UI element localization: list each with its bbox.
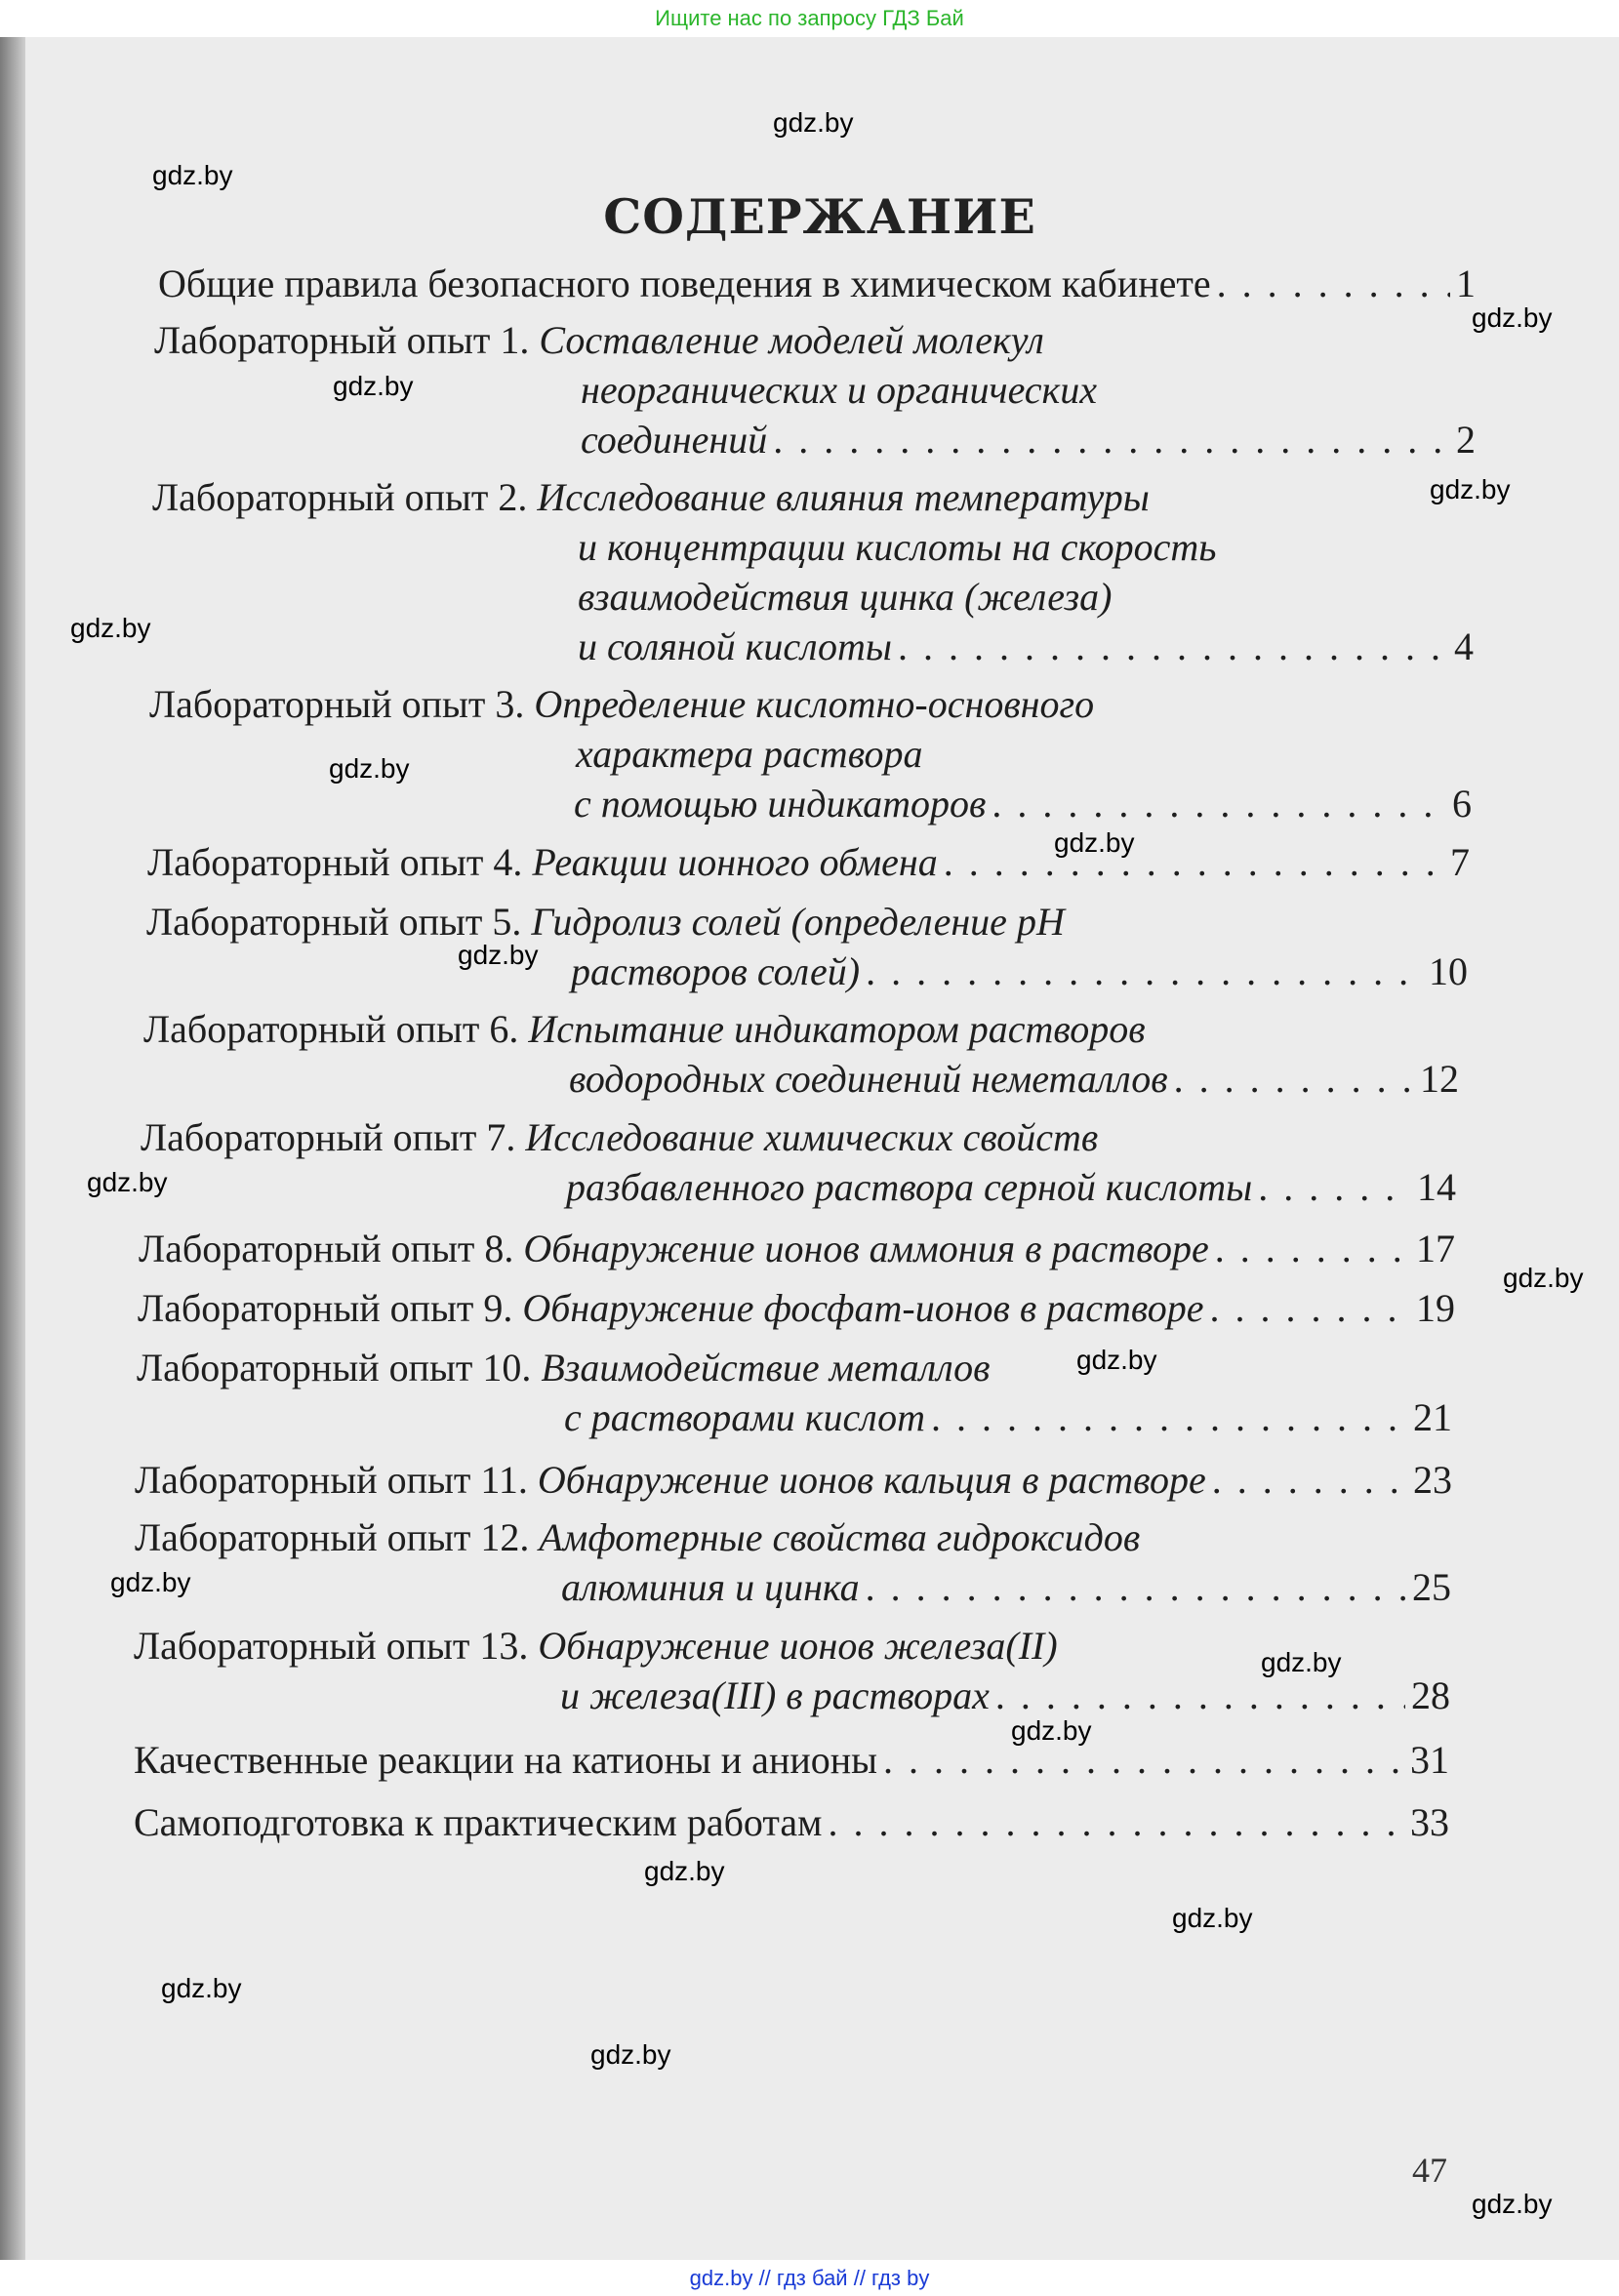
toc-entry-label: Лабораторный опыт 2. bbox=[152, 475, 528, 519]
toc-entry-last-line bbox=[561, 1564, 1451, 1610]
toc-entry-title-line: Взаимодействие металлов bbox=[541, 1346, 991, 1390]
dot-leader bbox=[883, 1737, 1404, 1783]
toc-entry-title-line: Обнаружение ионов аммония в растворе bbox=[523, 1227, 1209, 1270]
toc-entry-last-line bbox=[581, 417, 1476, 463]
toc-entry-safety-rules bbox=[158, 261, 1476, 306]
toc-entry-qualitative-reactions bbox=[134, 1737, 1449, 1783]
toc-entry-lab-4 bbox=[147, 839, 1470, 885]
watermark-text: gdz.by bbox=[1430, 474, 1511, 504]
toc-entry-title-line: с растворами кислот bbox=[564, 1395, 926, 1439]
toc-entry-title: Самоподготовка к практическим работам bbox=[134, 1800, 823, 1844]
dot-leader bbox=[944, 839, 1444, 885]
toc-entry-last-line bbox=[571, 948, 1468, 994]
watermark-text: gdz.by bbox=[1261, 1647, 1342, 1677]
toc-entry-title-line: взаимодействия цинка (железа) bbox=[578, 575, 1113, 619]
toc-entry-title-line: с помощью индикаторов bbox=[574, 782, 987, 826]
toc-entry-page: 10 bbox=[1429, 949, 1468, 993]
toc-entry-lab-1 bbox=[154, 317, 1044, 363]
watermark-text: gdz.by bbox=[1172, 1903, 1253, 1933]
page-number: 47 bbox=[1412, 2151, 1447, 2190]
watermark-text: gdz.by bbox=[87, 1167, 168, 1197]
toc-entry-page: 7 bbox=[1450, 840, 1470, 884]
watermark-text: gdz.by bbox=[1503, 1263, 1584, 1293]
toc-entry-label: Лабораторный опыт 6. bbox=[143, 1007, 519, 1051]
toc-entry-page: 14 bbox=[1417, 1165, 1456, 1209]
toc-entry-title-line: Составление моделей молекул bbox=[539, 318, 1044, 362]
toc-entry-title-line: Амфотерные свойства гидроксидов bbox=[539, 1515, 1141, 1559]
toc-entry-page: 17 bbox=[1416, 1227, 1455, 1270]
toc-entry-last-line bbox=[578, 624, 1474, 669]
toc-entry-page: 28 bbox=[1411, 1673, 1450, 1717]
watermark-text: gdz.by bbox=[70, 613, 151, 643]
watermark-text: gdz.by bbox=[644, 1856, 725, 1886]
toc-entry-title-line: алюминия и цинка bbox=[561, 1565, 860, 1609]
toc-entry-label: Лабораторный опыт 8. bbox=[139, 1227, 514, 1270]
toc-entry-title-line: Исследование влияния температуры bbox=[537, 475, 1150, 519]
toc-entry-title-line: разбавленного раствора серной кислоты bbox=[566, 1165, 1253, 1209]
watermark-text: gdz.by bbox=[1054, 827, 1135, 858]
toc-entry-title-line: Обнаружение ионов железа(II) bbox=[538, 1624, 1058, 1668]
toc-entry-label: Лабораторный опыт 12. bbox=[135, 1515, 530, 1559]
page-title: СОДЕРЖАНИЕ bbox=[603, 188, 1036, 245]
toc-entry-lab-11 bbox=[135, 1457, 1452, 1503]
toc-entry-title-line: растворов солей) bbox=[571, 949, 861, 993]
toc-entry-last-line bbox=[569, 1056, 1459, 1102]
toc-entry-title-line: и соляной кислоты bbox=[578, 624, 893, 668]
toc-entry-title: Общие правила безопасного поведения в химическом кабинете bbox=[158, 262, 1211, 305]
toc-entry-page: 1 bbox=[1456, 262, 1476, 305]
dot-leader bbox=[773, 417, 1450, 463]
toc-entry-self-preparation bbox=[134, 1799, 1449, 1845]
toc-entry-label: Лабораторный опыт 13. bbox=[134, 1624, 529, 1668]
dot-leader bbox=[866, 948, 1423, 994]
watermark-text: gdz.by bbox=[458, 940, 539, 970]
dot-leader bbox=[1258, 1164, 1411, 1210]
toc-entry-last-line bbox=[574, 781, 1472, 826]
toc-entry-label: Лабораторный опыт 5. bbox=[146, 900, 522, 944]
toc-entry-title-line: Гидролиз солей (определение pH bbox=[531, 900, 1065, 944]
toc-entry-page: 12 bbox=[1420, 1057, 1459, 1101]
toc-entry-last-line bbox=[560, 1672, 1450, 1718]
toc-entry-title-line: Исследование химических свойств bbox=[525, 1115, 1099, 1159]
toc-entry-page: 4 bbox=[1454, 624, 1474, 668]
watermark-text: gdz.by bbox=[1472, 2189, 1553, 2219]
dot-leader bbox=[1217, 261, 1450, 306]
toc-entry-label: Лабораторный опыт 1. bbox=[154, 318, 530, 362]
dot-leader bbox=[1212, 1457, 1407, 1503]
toc-entry-title-line: неорганических и органических bbox=[581, 368, 1098, 412]
dot-leader bbox=[866, 1564, 1406, 1610]
toc-entry-lab-12 bbox=[135, 1514, 1140, 1560]
watermark-text: gdz.by bbox=[773, 107, 854, 138]
dot-leader bbox=[995, 1672, 1405, 1718]
dot-leader bbox=[828, 1799, 1404, 1845]
toc-entry-page: 31 bbox=[1410, 1738, 1449, 1782]
toc-entry-last-line bbox=[564, 1394, 1452, 1440]
toc-entry-title-line: характера раствора bbox=[576, 732, 923, 776]
toc-entry-label: Лабораторный опыт 4. bbox=[147, 840, 523, 884]
watermark-text: gdz.by bbox=[1076, 1345, 1157, 1375]
dot-leader bbox=[1210, 1285, 1410, 1331]
toc-entry-title-line: водородных соединений неметаллов bbox=[569, 1057, 1168, 1101]
toc-entry-title: Качественные реакции на катионы и анионы bbox=[134, 1738, 878, 1782]
watermark-text: gdz.by bbox=[110, 1567, 191, 1597]
watermark-text: gdz.by bbox=[152, 160, 233, 190]
toc-entry-title-line: Реакции ионного обмена bbox=[532, 840, 938, 884]
watermark-text: gdz.by bbox=[590, 2039, 671, 2070]
dot-leader bbox=[898, 624, 1448, 669]
toc-entry-title-line: Обнаружение ионов кальция в растворе bbox=[537, 1458, 1206, 1502]
toc-entry-page: 33 bbox=[1410, 1800, 1449, 1844]
toc-entry-label: Лабораторный опыт 10. bbox=[137, 1346, 532, 1390]
toc-entry-lab-2 bbox=[152, 474, 1150, 520]
toc-entry-lab-13 bbox=[134, 1623, 1058, 1669]
toc-entry-lab-10 bbox=[137, 1345, 991, 1390]
dot-leader bbox=[992, 781, 1446, 826]
book-page bbox=[0, 37, 1619, 2260]
watermark-text: gdz.by bbox=[329, 753, 410, 784]
watermark-text: gdz.by bbox=[1472, 302, 1553, 333]
watermark-text: gdz.by bbox=[1011, 1715, 1092, 1746]
toc-entry-lab-6 bbox=[143, 1006, 1146, 1052]
toc-entry-label: Лабораторный опыт 7. bbox=[141, 1115, 516, 1159]
toc-entry-page: 23 bbox=[1413, 1458, 1452, 1502]
toc-entry-page: 21 bbox=[1413, 1395, 1452, 1439]
dot-leader bbox=[931, 1394, 1407, 1440]
toc-entry-title-line: Определение кислотно-основного bbox=[534, 682, 1095, 726]
toc-entry-lab-8 bbox=[139, 1226, 1455, 1271]
toc-entry-title-line: Испытание индикатором растворов bbox=[528, 1007, 1146, 1051]
toc-entry-title-line: и концентрации кислоты на скорость bbox=[578, 525, 1217, 569]
toc-entry-lab-3 bbox=[149, 681, 1094, 727]
toc-entry-page: 25 bbox=[1412, 1565, 1451, 1609]
toc-entry-title-line: соединений bbox=[581, 418, 768, 462]
dot-leader bbox=[1174, 1056, 1414, 1102]
toc-entry-title-line: Обнаружение фосфат-ионов в растворе bbox=[522, 1286, 1204, 1330]
toc-entry-page: 6 bbox=[1452, 782, 1472, 826]
watermark-text: gdz.by bbox=[161, 1973, 242, 2003]
top-banner[interactable]: Ищите нас по запросу ГДЗ Бай bbox=[0, 0, 1619, 37]
bottom-banner[interactable]: gdz.by // гдз бай // гдз by bbox=[0, 2260, 1619, 2296]
toc-entry-page: 2 bbox=[1456, 418, 1476, 462]
toc-entry-title-line: и железа(III) в растворах bbox=[560, 1673, 990, 1717]
page-gutter-shadow bbox=[0, 37, 25, 2260]
toc-entry-last-line bbox=[566, 1164, 1456, 1210]
dot-leader bbox=[1215, 1226, 1410, 1271]
toc-entry-page: 19 bbox=[1416, 1286, 1455, 1330]
toc-entry-label: Лабораторный опыт 9. bbox=[138, 1286, 513, 1330]
toc-entry-lab-9 bbox=[138, 1285, 1455, 1331]
toc-entry-lab-7 bbox=[141, 1114, 1098, 1160]
toc-entry-lab-5 bbox=[146, 899, 1065, 945]
toc-entry-label: Лабораторный опыт 3. bbox=[149, 682, 525, 726]
watermark-text: gdz.by bbox=[333, 371, 414, 401]
toc-entry-label: Лабораторный опыт 11. bbox=[135, 1458, 528, 1502]
